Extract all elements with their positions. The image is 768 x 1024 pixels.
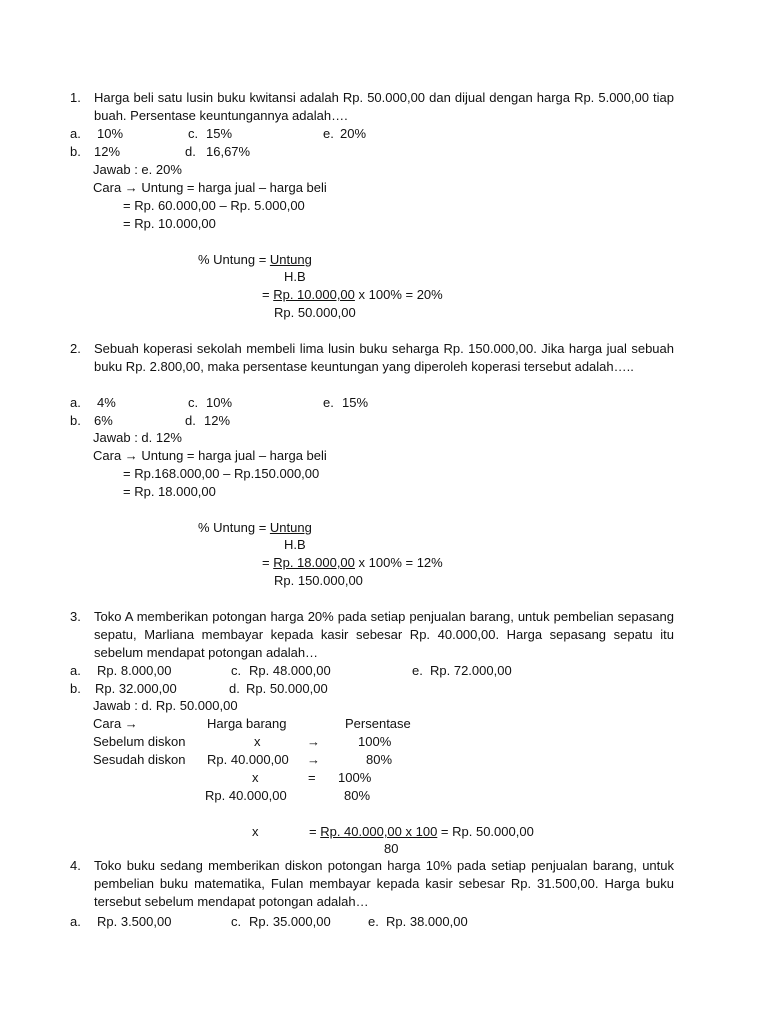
q2-text: Sebuah koperasi sekolah membeli lima lusin buku seharga Rp. 150.000,00. Jika harga jual sebuah buku Rp. 2.800,00, maka persentase keuntungan yang diperoleh koperasi tersebut adalah….. [94, 341, 674, 374]
q1-option-b-letter: b. [70, 144, 81, 159]
q2-method: Cara → Untung = harga jual – harga beli [93, 448, 327, 463]
q3-row-before-label: Sebelum diskon [93, 734, 186, 749]
q4-option-a-letter: a. [70, 914, 81, 929]
q3-option-c-value: Rp. 48.000,00 [249, 663, 331, 678]
q4-option-e-value: Rp. 38.000,00 [386, 914, 468, 929]
q2-option-d-letter: d. [185, 413, 196, 428]
q3-row-after-percent: 80% [366, 752, 393, 767]
q3-ratio-x: x [252, 770, 259, 785]
q2-option-b-value: 6% [94, 413, 113, 428]
q3-ratio-100: 100% [338, 770, 372, 785]
q4-option-c-letter: c. [231, 914, 242, 929]
q1-number: 1. [70, 90, 81, 105]
q3-option-b-value: Rp. 32.000,00 [95, 681, 177, 696]
q3-option-e-letter: e. [412, 663, 423, 678]
q1-method: Cara → Untung = harga jual – harga beli [93, 180, 327, 195]
q1-step-1: = Rp. 60.000,00 – Rp. 5.000,00 [123, 198, 305, 213]
q2-calculation: = Rp. 18.000,00 x 100% = 12% [262, 555, 443, 570]
q3-option-b-letter: b. [70, 681, 81, 696]
q2-option-c-value: 10% [206, 395, 233, 410]
q3-option-a-value: Rp. 8.000,00 [97, 663, 172, 678]
q3-ratio-value: Rp. 40.000,00 [205, 788, 287, 803]
q1-text: Harga beli satu lusin buku kwitansi adalah Rp. 50.000,00 dan dijual dengan harga Rp. 5.000,00 tiap buah. Persentase keuntungannya adalah…. [94, 90, 674, 123]
q3-option-d-value: Rp. 50.000,00 [246, 681, 328, 696]
q1-calculation-denominator: Rp. 50.000,00 [274, 305, 356, 320]
q3-final-x: x [252, 824, 259, 839]
q3-column-percent: Persentase [345, 716, 411, 731]
q1-option-b-value: 12% [94, 144, 121, 159]
q3-row-after-arrow: → [307, 752, 320, 767]
q3-ratio-equals: = [308, 770, 316, 785]
q2-option-a-letter: a. [70, 395, 81, 410]
q1-percent-formula: % Untung = Untung [198, 252, 312, 267]
q3-option-e-value: Rp. 72.000,00 [430, 663, 512, 678]
q4-option-c-value: Rp. 35.000,00 [249, 914, 331, 929]
q2-step-1: = Rp.168.000,00 – Rp.150.000,00 [123, 466, 320, 481]
q2-option-c-letter: c. [188, 395, 199, 410]
q2-option-d-value: 12% [204, 413, 231, 428]
q1-step-2: = Rp. 10.000,00 [123, 216, 216, 231]
q3-row-before-arrow: → [307, 734, 320, 749]
q4-option-a-value: Rp. 3.500,00 [97, 914, 172, 929]
q4-number: 4. [70, 858, 81, 873]
q3-row-before-value: x [254, 734, 261, 749]
q3-final-calculation: = Rp. 40.000,00 x 100 = Rp. 50.000,00 [309, 824, 534, 839]
q1-option-d-value: 16,67% [206, 144, 251, 159]
q3-method: Cara → [93, 716, 138, 731]
q2-percent-formula: % Untung = Untung [198, 520, 312, 535]
q3-option-c-letter: c. [231, 663, 242, 678]
q1-option-a-letter: a. [70, 126, 81, 141]
q1-option-d-letter: d. [185, 144, 196, 159]
q3-final-denominator: 80 [384, 841, 399, 856]
q3-row-after-label: Sesudah diskon [93, 752, 186, 767]
q2-option-e-letter: e. [323, 395, 334, 410]
q3-row-after-value: Rp. 40.000,00 [207, 752, 289, 767]
q3-option-d-letter: d. [229, 681, 240, 696]
q4-text: Toko buku sedang memberikan diskon potongan harga 10% pada setiap penjualan barang, untuk pembelian buku matematika, Fulan membayar kepada kasir sebesar Rp. 31.500,00. Harga buku tersebut sebelum mendapat potongan adalah… [94, 858, 674, 909]
q2-calculation-denominator: Rp. 150.000,00 [274, 573, 363, 588]
q1-option-a-value: 10% [97, 126, 124, 141]
q2-number: 2. [70, 341, 81, 356]
q2-option-e-value: 15% [342, 395, 369, 410]
q1-option-e-value: 20% [340, 126, 367, 141]
q1-answer: Jawab : e. 20% [93, 162, 182, 177]
q1-formula-denominator: H.B [284, 269, 306, 284]
q2-option-a-value: 4% [97, 395, 116, 410]
q2-step-2: = Rp. 18.000,00 [123, 484, 216, 499]
q3-option-a-letter: a. [70, 663, 81, 678]
q1-option-c-value: 15% [206, 126, 233, 141]
q1-calculation: = Rp. 10.000,00 x 100% = 20% [262, 287, 443, 302]
q3-number: 3. [70, 609, 81, 624]
q1-option-e-letter: e. [323, 126, 334, 141]
q3-answer: Jawab : d. Rp. 50.000,00 [93, 698, 238, 713]
q2-option-b-letter: b. [70, 413, 81, 428]
q3-text: Toko A memberikan potongan harga 20% pada setiap penjualan barang, untuk pembelian sepasang sepatu, Marliana membayar kepada kasir sebesar Rp. 40.000,00. Harga sepasang sepatu itu sebelum mendapat potongan adalah… [94, 609, 674, 660]
q3-row-before-percent: 100% [358, 734, 392, 749]
q2-answer: Jawab : d. 12% [93, 430, 182, 445]
q1-option-c-letter: c. [188, 126, 199, 141]
q3-ratio-80: 80% [344, 788, 371, 803]
q2-formula-denominator: H.B [284, 537, 306, 552]
q4-option-e-letter: e. [368, 914, 379, 929]
q3-column-price: Harga barang [207, 716, 287, 731]
